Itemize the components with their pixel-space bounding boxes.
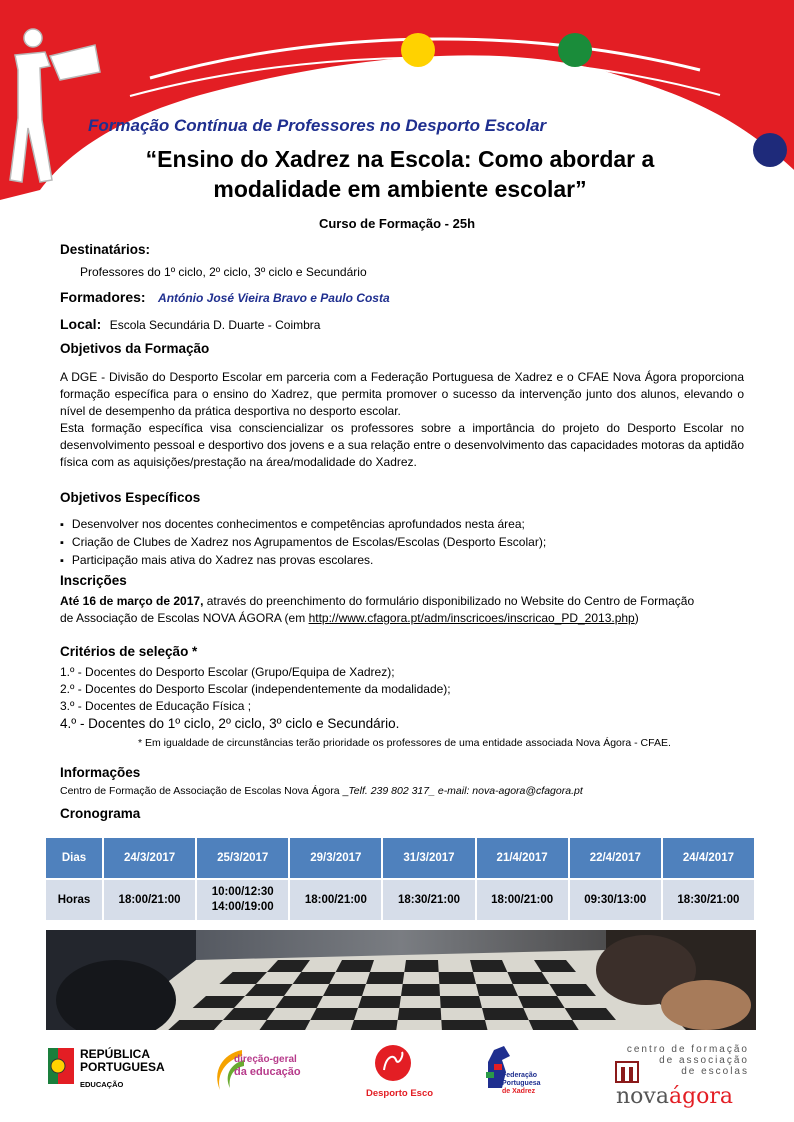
list-item: 4.º - Docentes do 1º ciclo, 2º ciclo, 3º ciclo e Secundário. [60,716,400,731]
desporto-escolar-text: Desporto Esco [366,1088,434,1099]
date-cell: 24/4/2017 [663,838,754,878]
desporto-escolar-emblem-icon [374,1044,412,1082]
chess-square [366,972,404,984]
chess-photo [46,930,756,1030]
nova-agora-text-2: de associação [659,1055,749,1066]
especificos-list [60,516,546,570]
hours-cell: 18:00/21:00 [290,880,381,920]
fpx-text-2: Portuguesa [502,1080,541,1087]
chess-square [310,1008,358,1020]
date-cell: 21/4/2017 [477,838,568,878]
hours-cell: 18:30/21:00 [663,880,754,920]
list-item: 3.º - Docentes de Educação Física ; [60,699,252,713]
informacoes-centre: Centro de Formação de Associação de Escolas Nova Ágora _ [60,785,349,797]
chess-square [398,1008,442,1020]
list-item: ▪ Criação de Clubes de Xadrez nos Agrupamentos de Escolas/Escolas (Desporto Escolar); [60,534,546,552]
nova-agora-brand [616,1084,733,1109]
chess-square [404,960,438,972]
date-cell: 29/3/2017 [290,838,381,878]
chess-square [518,996,565,1008]
inscricoes-text-1: através do preenchimento do formulário disponibilizado no Website do Centro de Formação [203,594,695,608]
especificos-heading: Objetivos Específicos [60,490,201,505]
chess-square [470,960,507,972]
criterios-list [60,664,451,732]
hours-cell: 09:30/13:00 [570,880,661,920]
formadores-heading: Formadores: [60,289,146,305]
desporto-escolar-logo [360,1044,434,1102]
informacoes-heading: Informações [60,765,141,780]
informacoes-contact: Telf. 239 802 317_ e-mail: nova-agora@cfagora.pt [348,785,583,797]
informacoes-text [60,785,583,797]
local-heading: Local: [60,316,102,332]
chess-square [476,984,518,996]
chess-square [323,984,366,996]
chess-square [336,960,374,972]
local-row [60,316,320,334]
hours-cell: 18:00/21:00 [104,880,195,920]
criterios-heading: Critérios de seleção * [60,644,198,659]
nova-agora-logo [614,1044,749,1114]
date-cell: 31/3/2017 [383,838,474,878]
chess-square [350,1020,398,1030]
objetivos-text [60,369,744,471]
nova-agora-text-1: centro de formação [626,1044,749,1055]
fpx-logo [478,1042,550,1104]
hours-cell: 18:00/21:00 [477,880,568,920]
course-duration: Curso de Formação - 25h [318,216,476,231]
chess-square [401,984,440,996]
republica-text-2: PORTUGUESA [80,1060,165,1074]
destinatarios-heading: Destinatários: [60,242,151,257]
republica-text-3: EDUCAÇÃO [80,1080,124,1089]
date-cell: 22/4/2017 [570,838,661,878]
dge-text-2: da educação [234,1066,301,1078]
inscricoes-link[interactable]: http://www.cfagora.pt/adm/inscricoes/inscricao_PD_2013.php [308,611,635,625]
chess-square [482,1008,529,1020]
inscricoes-text [60,593,750,627]
destinatarios-text: Professores do 1º ciclo, 2º ciclo, 3º ciclo e Secundário [80,265,367,279]
formadores-names: António José Vieira Bravo e Paulo Costa [158,291,390,305]
inscricoes-text-3: ) [634,611,639,625]
formadores-row [60,289,390,307]
table-row [46,838,754,878]
inscricoes-text-2: de Associação de Escolas NOVA ÁGORA (em [60,611,309,625]
nova-agora-text-3: de escolas [681,1066,749,1077]
cronograma-heading: Cronograma [60,806,141,821]
inscricoes-deadline: Até 16 de março de 2017, [60,594,204,608]
date-cell: 25/3/2017 [197,838,288,878]
list-item: 1.º - Docentes do Desporto Escolar (Grupo/Equipa de Xadrez); [60,665,395,679]
objetivos-paragraph-2: Esta formação específica visa consciencializar os professores sobre a importância do projeto do Desporto Escolar no desenvolvimento pessoal e desportivo dos jovens e a sua relação entre o desenvolvimento das capacidades motoras da aptidão física com as aquisições/prestação na área/modalidade do Xadrez. [60,421,744,469]
chess-square [358,996,401,1008]
chess-square [440,996,482,1008]
objetivos-paragraph-1: A DGE - Divisão do Desporto Escolar em parceria com a Federação Portuguesa de Xadrez e o CFAE Nova Ágora proporciona formação específica para o ensino do Xadrez, que permita promover o sucesso da intervenção junto dos alunos, elevando o nível de desempenho da prática desportiva no desporto escolar. [60,370,744,418]
coat-of-arms-icon [48,1048,74,1084]
dge-logo [212,1046,312,1096]
republica-text-1: REPÚBLICA [80,1047,151,1061]
list-item: 2.º - Docentes do Desporto Escolar (independentemente da modalidade); [60,682,451,696]
list-item: ▪ Desenvolver nos docentes conhecimentos e competências aprofundados nesta área; [60,516,546,534]
hours-cell: 10:00/12:30 14:00/19:00 [197,880,288,920]
cronograma-table [44,836,756,922]
republica-portuguesa-logo [48,1046,178,1096]
building-icon [614,1058,640,1084]
course-title [60,144,740,204]
chess-square [439,972,476,984]
dge-text-1: direção-geral [234,1054,297,1065]
horas-label: Horas [46,880,102,920]
inscricoes-heading: Inscrições [60,573,127,588]
date-cell: 24/3/2017 [104,838,195,878]
course-title-line2: modalidade em ambiente escolar” [213,176,587,202]
fpx-text-3: de Xadrez [502,1088,536,1095]
chess-square [441,1020,488,1030]
nova-agora-brand-b: ágora [668,1084,734,1109]
program-subtitle: Formação Contínua de Professores no Desporto Escolar [88,116,547,135]
local-text: Escola Secundária D. Duarte - Coimbra [109,318,321,332]
list-item: ▪ Participação mais ativa do Xadrez nas provas escolares. [60,552,546,570]
chess-square [529,1020,580,1030]
chess-square [258,1020,310,1030]
hours-cell: 18:30/21:00 [383,880,474,920]
nova-agora-brand-a: nova [616,1084,669,1109]
criterios-note: * Em igualdade de circunstâncias terão prioridade os professores de uma entidade associada Nova Ágora - CFAE. [138,737,671,749]
table-row [46,880,754,920]
dias-label: Dias [46,838,102,878]
course-title-line1: “Ensino do Xadrez na Escola: Como abordar a [145,146,655,172]
fpx-text-1: Federação [502,1072,538,1079]
objetivos-heading: Objetivos da Formação [60,341,210,356]
